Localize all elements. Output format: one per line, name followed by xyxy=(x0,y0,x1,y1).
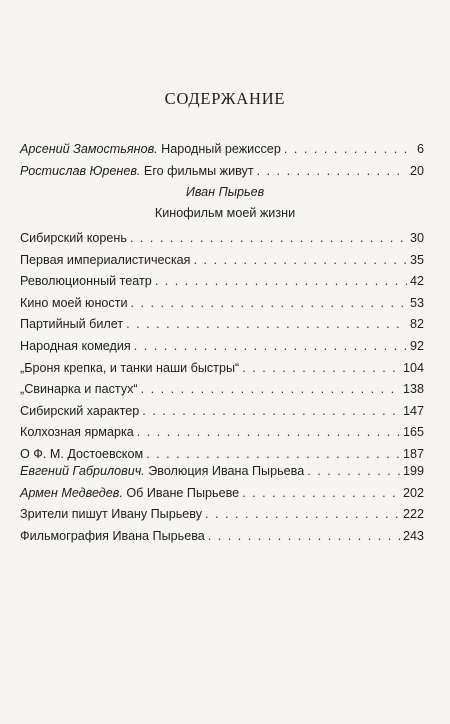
appendix-list xyxy=(20,461,424,547)
entry-author: Арсений Замостьянов. xyxy=(20,142,158,156)
page-number: 222 xyxy=(402,507,424,522)
dot-leader xyxy=(242,358,400,380)
page-number: 35 xyxy=(409,252,424,267)
page-number: 138 xyxy=(402,382,424,397)
entry-title: Народный режиссер xyxy=(157,142,281,156)
dot-leader xyxy=(134,336,407,358)
entry-author: Ростислав Юренев. xyxy=(20,163,141,178)
dot-leader xyxy=(131,293,407,315)
dot-leader xyxy=(126,314,407,336)
dot-leader xyxy=(205,504,400,526)
entry-title: Колхозная ярмарка xyxy=(20,425,134,440)
toc-entry xyxy=(20,526,424,548)
toc-entry xyxy=(20,401,424,423)
entry-title: Первая империалистическая xyxy=(20,252,191,267)
toc-entry xyxy=(20,336,424,358)
toc-entry xyxy=(20,461,424,483)
toc-entry xyxy=(20,379,424,401)
entry-title: Сибирский характер xyxy=(20,403,140,418)
entry-title: Фильмография Ивана Пырьева xyxy=(20,528,205,543)
dot-leader xyxy=(193,250,407,272)
entry-title: „Броня крепка, и танки наши быстры“ xyxy=(20,360,240,375)
dot-leader xyxy=(141,379,400,401)
toc-entry xyxy=(20,139,424,161)
page-number: 199 xyxy=(402,464,424,478)
entry-title: Кино моей юности xyxy=(20,295,128,310)
toc-entry xyxy=(20,161,424,183)
toc-entry xyxy=(20,422,424,444)
page-number: 20 xyxy=(409,163,424,178)
entry-title: Партийный билет xyxy=(20,317,124,332)
toc-entry xyxy=(20,504,424,526)
page-number: 82 xyxy=(409,317,424,332)
entry-title: Народная комедия xyxy=(20,338,131,353)
section-author: Иван Пырьев xyxy=(185,185,265,199)
entry-title: О Ф. М. Достоевском xyxy=(20,446,144,461)
dot-leader xyxy=(130,228,407,250)
dot-leader xyxy=(242,483,400,505)
section-title: Кинофильм моей жизни xyxy=(154,206,296,220)
dot-leader xyxy=(155,271,407,293)
dot-leader xyxy=(137,422,400,444)
toc-entry xyxy=(20,358,424,380)
page-number: 202 xyxy=(402,485,424,500)
page-number: 165 xyxy=(402,425,424,440)
toc-entry xyxy=(20,293,424,315)
toc-entry xyxy=(20,250,424,272)
intro-list xyxy=(20,139,424,182)
page-number: 104 xyxy=(402,360,424,375)
page-number: 53 xyxy=(409,295,424,310)
toc-entry xyxy=(20,483,424,505)
dot-leader xyxy=(208,526,400,548)
page-number: 147 xyxy=(402,403,424,418)
page-number: 30 xyxy=(409,231,424,245)
entry-title: Об Иване Пырьеве xyxy=(122,485,240,500)
toc-entry xyxy=(20,228,424,250)
entry-title: Эволюция Ивана Пырьева xyxy=(144,464,305,478)
page-number: 243 xyxy=(402,528,424,543)
page-number: 187 xyxy=(402,446,424,461)
entry-title: Сибирский корень xyxy=(20,231,127,245)
contents-heading: СОДЕРЖАНИЕ xyxy=(164,89,286,108)
dot-leader xyxy=(307,461,400,483)
entry-title: Зрители пишут Ивану Пырьеву xyxy=(20,507,203,522)
chapter-list xyxy=(20,228,424,466)
page-number: 6 xyxy=(416,142,424,156)
entry-title: Революционный театр xyxy=(20,274,152,289)
entry-title: Его фильмы живут xyxy=(140,163,254,178)
entry-title: „Свинарка и пастух“ xyxy=(20,382,138,397)
toc-entry xyxy=(20,271,424,293)
entry-author: Армен Медведев. xyxy=(20,485,123,500)
page-number: 42 xyxy=(409,274,424,289)
entry-author: Евгений Габрилович. xyxy=(20,464,145,478)
toc-entry xyxy=(20,314,424,336)
dot-leader xyxy=(284,139,414,161)
page-number: 92 xyxy=(409,338,424,353)
dot-leader xyxy=(142,401,400,423)
dot-leader xyxy=(257,161,407,183)
